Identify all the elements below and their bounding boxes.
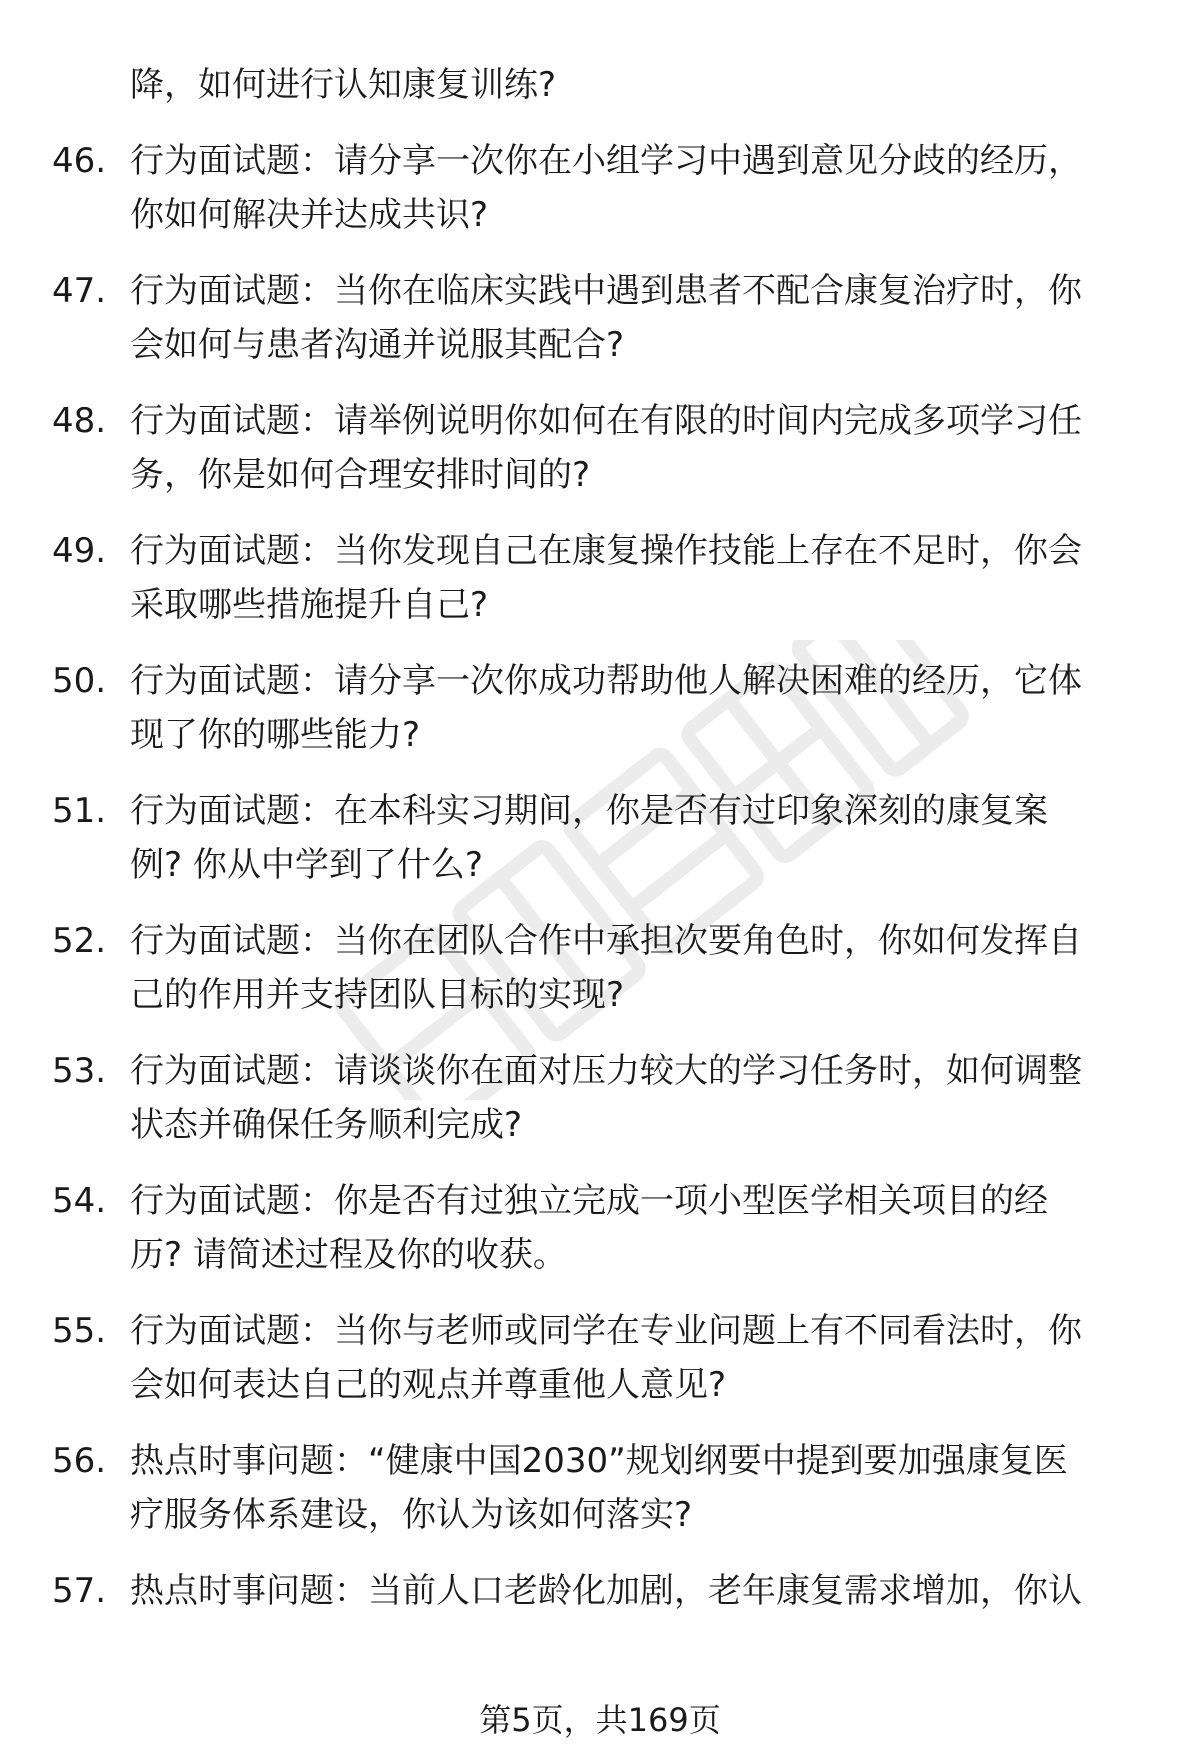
question-number: 56. (52, 1441, 107, 1481)
question-text-line: 行为面试题：当你在团队合作中承担次要角色时，你如何发挥自 (130, 921, 1082, 961)
question-number: 51. (52, 791, 107, 831)
question-number: 47. (52, 271, 107, 311)
question-text-line: 己的作用并支持团队目标的实现? (130, 975, 625, 1015)
question-text-line: 行为面试题：当你发现自己在康复操作技能上存在不足时，你会 (130, 531, 1082, 571)
question-text-line: 行为面试题：当你与老师或同学在专业问题上有不同看法时，你 (130, 1311, 1082, 1351)
question-text-line: 热点时事问题：当前人口老龄化加剧，老年康复需求增加，你认 (130, 1571, 1082, 1611)
question-text-line: 行为面试题：当你在临床实践中遇到患者不配合康复治疗时，你 (130, 271, 1082, 311)
question-text-line: 会如何表达自己的观点并尊重他人意见? (130, 1365, 727, 1405)
question-text-line: 行为面试题：请举例说明你如何在有限的时间内完成多项学习任 (130, 401, 1082, 441)
question-number: 55. (52, 1311, 107, 1351)
question-text-line: 行为面试题：你是否有过独立完成一项小型医学相关项目的经 (130, 1181, 1048, 1221)
question-text-line: 行为面试题：请分享一次你在小组学习中遇到意见分歧的经历， (130, 141, 1082, 181)
continued-question-text: 降，如何进行认知康复训练? (130, 65, 557, 105)
page-footer: 第5页，共169页 (479, 1701, 721, 1739)
question-text-line: 行为面试题：请分享一次你成功帮助他人解决困难的经历，它体 (130, 661, 1082, 701)
question-text-line: 热点时事问题：“健康中国2030”规划纲要中提到要加强康复医 (130, 1441, 1068, 1481)
question-text-line: 务，你是如何合理安排时间的? (130, 455, 591, 495)
question-number: 49. (52, 531, 107, 571)
question-text-line: 历? 请简述过程及你的收获。 (130, 1235, 567, 1275)
question-number: 53. (52, 1051, 107, 1091)
question-text-line: 会如何与患者沟通并说服其配合? (130, 325, 625, 365)
question-text-line: 采取哪些措施提升自己? (130, 585, 489, 625)
question-text-line: 例? 你从中学到了什么? (130, 845, 483, 885)
question-text-line: 行为面试题：在本科实习期间，你是否有过印象深刻的康复案 (130, 791, 1048, 831)
question-text-line: 你如何解决并达成共识? (130, 195, 489, 235)
question-text-line: 现了你的哪些能力? (130, 715, 421, 755)
question-text-line: 行为面试题：请谈谈你在面对压力较大的学习任务时，如何调整 (130, 1051, 1082, 1091)
question-number: 52. (52, 921, 107, 961)
question-number: 48. (52, 401, 107, 441)
question-number: 50. (52, 661, 107, 701)
question-number: 57. (52, 1571, 107, 1611)
question-number: 54. (52, 1181, 107, 1221)
question-number: 46. (52, 141, 107, 181)
question-text-line: 疗服务体系建设，你认为该如何落实? (130, 1495, 693, 1535)
question-text-line: 状态并确保任务顺利完成? (130, 1105, 523, 1145)
